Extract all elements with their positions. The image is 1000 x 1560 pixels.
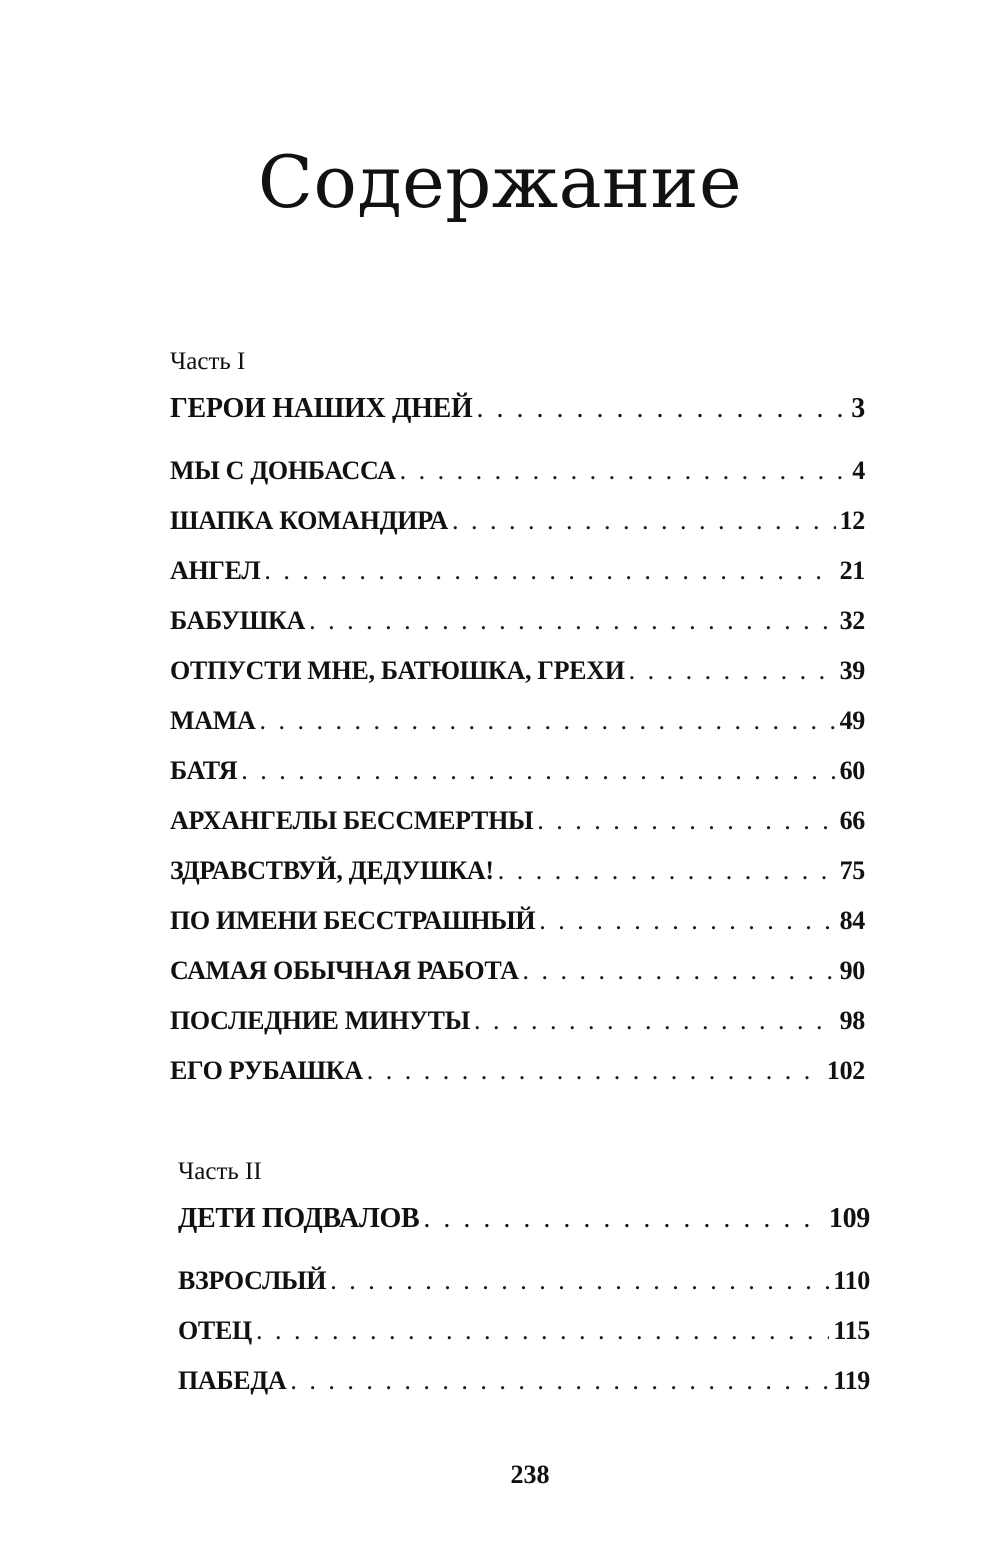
dot-leader [523,946,836,996]
dot-leader [629,646,836,696]
toc-entry-page: 102 [826,1056,865,1085]
toc-entry-page: 75 [839,856,865,885]
page-number: 238 [510,1460,550,1489]
toc-part-heading[interactable] [178,1194,870,1256]
page-title: Содержание [257,140,743,224]
toc-entry[interactable] [170,496,865,546]
dot-leader [241,746,835,796]
toc-entry-title: ПАБЕДА [178,1366,287,1395]
toc-part-2 [178,1150,870,1406]
toc-entry-title: ШАПКА КОМАНДИРА [170,506,448,535]
toc-entry-title: ВЗРОСЛЫЙ [178,1266,327,1295]
toc-entry-page: 119 [833,1366,870,1395]
toc-entry-page: 12 [839,506,865,535]
dot-leader [264,546,835,596]
toc-entry-page: 98 [839,1006,865,1035]
toc-entry[interactable] [178,1256,870,1306]
toc-entry-title: МАМА [170,706,256,735]
toc-entry[interactable] [170,946,865,996]
toc-entry-page: 32 [839,606,865,635]
toc-entry-title: ГЕРОИ НАШИХ ДНЕЙ [170,393,473,424]
dot-leader [423,1194,825,1244]
dot-leader [498,846,836,896]
dot-leader [474,996,836,1046]
toc-entry-title: ДЕТИ ПОДВАЛОВ [178,1203,420,1234]
toc-entry[interactable] [170,696,865,746]
dot-leader [400,446,849,496]
dot-leader [476,384,847,434]
toc-entry[interactable] [178,1306,870,1356]
toc-entry-page: 21 [839,556,865,585]
toc-part-1 [170,340,865,1096]
toc-entry[interactable] [170,596,865,646]
toc-entry[interactable] [170,446,865,496]
dot-leader [539,896,835,946]
toc-entry-title: БАБУШКА [170,606,306,635]
toc-entry-page: 109 [828,1203,870,1234]
dot-leader [367,1046,823,1096]
dot-leader [537,796,835,846]
dot-leader [330,1256,829,1306]
toc-entry[interactable] [170,746,865,796]
toc-entry[interactable] [170,996,865,1046]
toc-entry[interactable] [170,1046,865,1096]
toc-entry-page: 39 [839,656,865,685]
toc-entry-page: 4 [852,456,865,485]
toc-entry-title: АНГЕЛ [170,556,261,585]
dot-leader [256,1306,829,1356]
dot-leader [259,696,835,746]
toc-entry-page: 84 [839,906,865,935]
toc-entry-title: АРХАНГЕЛЫ БЕССМЕРТНЫ [170,806,534,835]
toc-entry-title: ЗДРАВСТВУЙ, ДЕДУШКА! [170,856,494,885]
toc-entry-title: ОТЕЦ [178,1316,252,1345]
toc-entry[interactable] [170,846,865,896]
toc-entry-page: 66 [839,806,865,835]
toc-entry-title: ПО ИМЕНИ БЕССТРАШНЫЙ [170,906,536,935]
toc-entry-title: САМАЯ ОБЫЧНАЯ РАБОТА [170,956,519,985]
dot-leader [452,496,836,546]
toc-entry[interactable] [170,546,865,596]
toc-entry[interactable] [178,1356,870,1406]
toc-entry-title: МЫ С ДОНБАССА [170,456,396,485]
toc-entry[interactable] [170,796,865,846]
toc-part-heading[interactable] [170,384,865,446]
toc-entry-title: ЕГО РУБАШКА [170,1056,363,1085]
toc-entry-page: 115 [833,1316,870,1345]
part-label: Часть I [170,348,246,375]
toc-entry-title: ОТПУСТИ МНЕ, БАТЮШКА, ГРЕХИ [170,656,625,685]
toc-entry-title: БАТЯ [170,756,238,785]
toc-entry[interactable] [170,646,865,696]
toc-entry-page: 49 [839,706,865,735]
toc-entry-page: 3 [851,393,865,424]
part-label: Часть II [178,1158,262,1185]
toc-entry-page: 90 [839,956,865,985]
toc-entry-page: 60 [839,756,865,785]
toc-entry[interactable] [170,896,865,946]
toc-entry-page: 110 [833,1266,870,1295]
toc-entry-title: ПОСЛЕДНИЕ МИНУТЫ [170,1006,470,1035]
dot-leader [309,596,836,646]
dot-leader [290,1356,829,1406]
